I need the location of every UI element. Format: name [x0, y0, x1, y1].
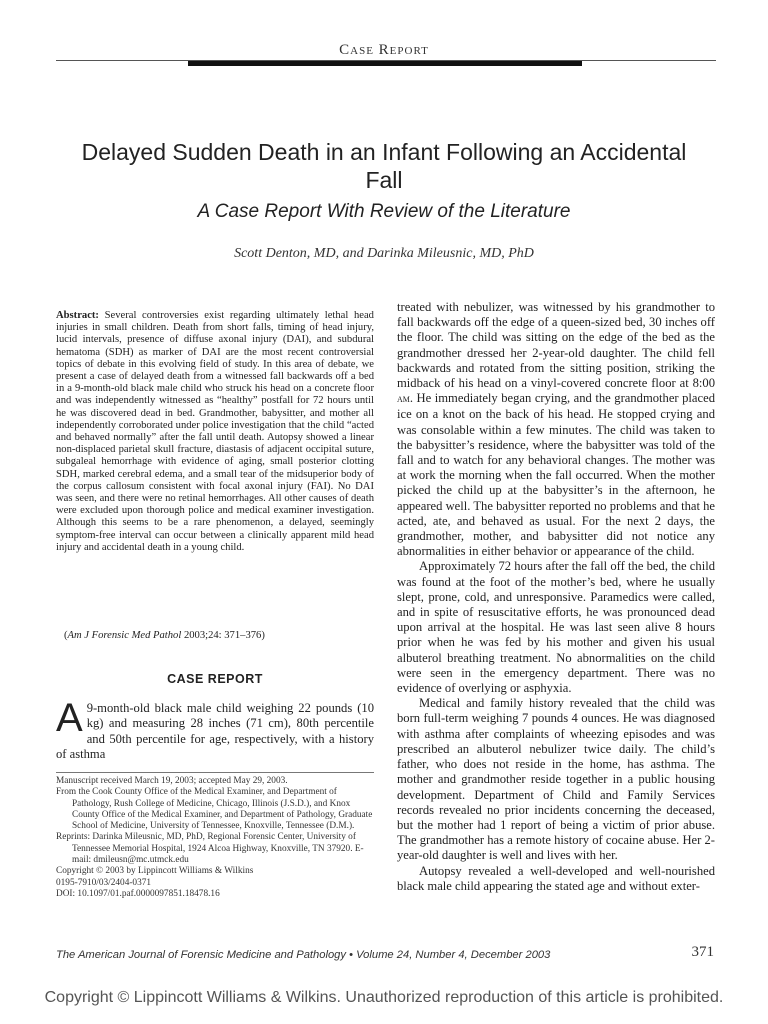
abstract-label: Abstract:: [56, 310, 99, 321]
footer-journal-line: [56, 949, 616, 961]
page-number: 371: [691, 944, 714, 960]
article-title: Delayed Sudden Death in an Infant Following an Accidental Fall: [81, 139, 687, 193]
citation-details: 2003;24: 371–376): [181, 630, 265, 641]
footnote-issn: 0195-7910/03/2404-0371: [56, 877, 152, 888]
article-authors: Scott Denton, MD, and Darinka Mileusnic, MD, PhD: [234, 246, 534, 261]
article-subtitle: A Case Report With Review of the Literature: [197, 201, 571, 222]
case-report-heading: CASE REPORT: [167, 672, 263, 686]
footnote-affiliation: From the Cook County Office of the Medical Examiner, and Department of Pathology, Rush College of Medicine, Chicago, Illinois (J.S.D.), and Knox County Office of the Medical Examiner, and Department of Pathology, Graduate School of Medicine, University of Tennessee, Knoxville, Tennessee (D.M.).: [56, 787, 373, 832]
body-paragraph-1-text-cont: . He immediately began crying, and the grandmother placed ice on a knot on the back of his head. He stopped crying and was consolable within a few minutes. The child was taken to the babysitter’s residence, where the babysitter was told of the fall and to watch for any behavioral changes. The mother was at work the morning when the fall occurred. When the mother picked the child up at the babysitter’s in the afternoon, he appeared well. The babysitter reported no problems and that he acted, ate, and behaved as usual. For the next 2 days, the grandmother, mother, and babysitter did not notice any abnormalities in either behavior or appearance of the child.: [397, 391, 715, 559]
section-label: Case Report: [339, 42, 429, 58]
body-paragraph-4: Autopsy revealed a well-developed and well-nourished black male child appearing the stated age and without exter-: [397, 863, 715, 893]
body-paragraph-2: Approximately 72 hours after the fall off the bed, the child was found at the foot of the mother’s bed, where he usually slept, prone, cold, and unresponsive. Paramedics were called, and in spite of resuscitative efforts, he was pronounced dead upon arrival at the hospital. He was last seen alive 8 hours prior when he was fed by his mother and given his usual albuterol breathing treatment. No abnormalities on the child were seen in the emergency department. There was no evidence of overlying or asphyxia.: [397, 559, 715, 696]
footer-bullet: •: [349, 949, 354, 961]
header-rule-thick: [188, 61, 582, 66]
body-paragraph-3: Medical and family history revealed that the child was born full-term weighing 7 pounds 4 ounces. He was diagnosed with asthma after complaints of wheezing episodes and was prescribed an albuterol nebulizer twice daily. The child’s father, who does not reside in the home, has asthma. The mother and grandmother reside together in a public housing development. Department of Child and Family Services records revealed no prior incidents concerning the deceased, but the mother had 1 report of being a victim of prior abuse. The grandmother has a remote history of cocaine abuse. Her 2-year-old daughter is well and lives with her.: [397, 696, 715, 863]
footnote-rule: [56, 772, 374, 773]
abstract: [56, 310, 374, 554]
footnote-received: Manuscript received March 19, 2003; accepted May 29, 2003.: [56, 776, 288, 786]
case-report-intro-text: 9-month-old black male child weighing 22 pounds (10 kg) and measuring 28 inches (71 cm), 80th percentile and 50th percentile for age, respectively, with a history of asthma: [56, 701, 374, 762]
footer-issue: Volume 24, Number 4, December 2003: [356, 949, 551, 961]
copyright-notice: Copyright © Lippincott Williams & Wilkins. Unauthorized reproduction of this article is prohibited.: [44, 989, 724, 1006]
footnote-doi: DOI: 10.1097/01.paf.0000097851.18478.16: [56, 888, 220, 899]
footnotes: [56, 776, 374, 900]
body-paragraph-1: [397, 300, 715, 559]
drop-cap: A: [56, 696, 83, 740]
footnote-reprints: Reprints: Darinka Mileusnic, MD, PhD, Regional Forensic Center, University of Tennessee Memorial Hospital, 1924 Alcoa Highway, Knoxville, TN 37920. E-mail: dmileusn@mc.utmck.edu: [56, 832, 364, 866]
right-column-body: [397, 300, 715, 894]
case-report-intro: [56, 696, 374, 763]
abstract-text: Several controversies exist regarding ultimately lethal head injuries in small children. Death from short falls, timing of head injury, lucid intervals, presence of diffuse axonal injury (DAI), and subdural hematoma (SDH) as marker of DAI are the most recent controversial topics of debate in this evolving field of study. In this area of debate, we present a case of delayed death from a witnessed fall backwards off a bed in a 9-month-old black male child who struck his head on a concrete floor and was independently witnessed as “healthy” postfall for 72 hours until he was discovered dead in bed. Grandmother, babysitter, and mother all independently corroborated under police investigation that the child “acted and behaved normally” after the fall until death. Autopsy showed a linear non-displaced parietal skull fracture, diastasis of adjacent occipital suture, subgaleal hemorrhage with evidence of aging, small posterior clotting SDH, marked cerebral edema, and a small tear of the midsuperior body of the corpus callosum consistent with focal axonal injury (FAI). No DAI was seen, and there were no retinal hemorrhages. All other causes of death were excluded upon thorough police and medical examiner investigation. Although this seems to be a rare phenomenon, a delayed, seemingly symptom-free interval can occur between a clinically apparent mild head injury and accidental death in a young child.: [56, 310, 374, 553]
time-suffix: am: [397, 393, 410, 406]
citation-journal: Am J Forensic Med Pathol: [67, 630, 182, 641]
footer-journal: The American Journal of Forensic Medicine and Pathology: [56, 949, 346, 961]
body-paragraph-1-text: treated with nebulizer, was witnessed by his grandmother to fall backwards off the edge of a queen-sized bed, 30 inches off the floor. The child was sitting on the edge of the bed as the grandmother dressed her 2-year-old daughter. The child fell backwards and rotated from the sitting position, striking the midback of his head on a vinyl-covered concrete floor at 8:00: [397, 300, 715, 391]
footnote-copyright: Copyright © 2003 by Lippincott Williams & Wilkins: [56, 866, 254, 877]
abstract-citation: (Am J Forensic Med Pathol 2003;24: 371–376): [64, 630, 265, 641]
